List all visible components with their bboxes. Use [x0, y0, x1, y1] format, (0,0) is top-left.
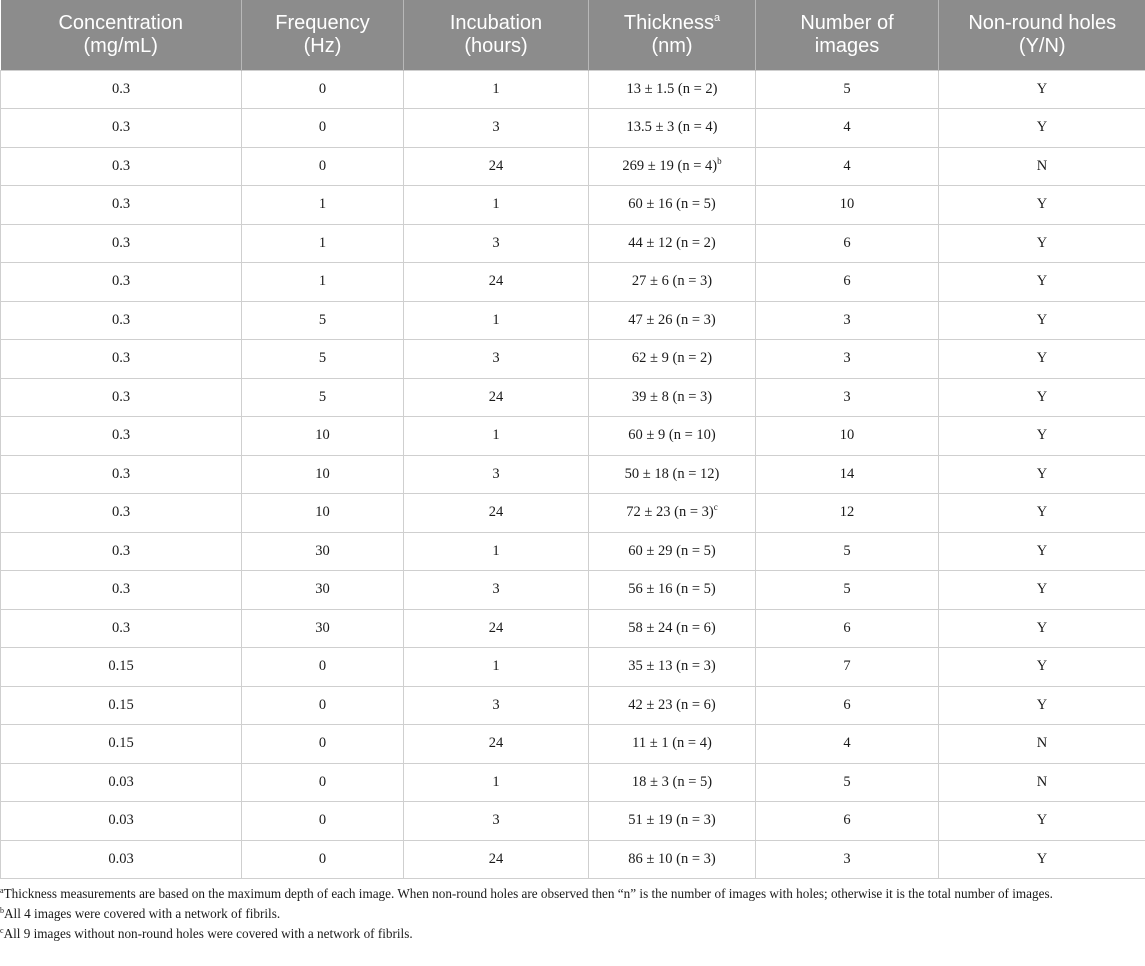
table-row: [1, 725, 1145, 764]
cell-thickness: 42 ± 23 (n = 6): [589, 686, 756, 725]
cell-non-round-holes: N: [939, 725, 1145, 764]
table-row: [1, 224, 1145, 263]
table-row: [1, 648, 1145, 687]
cell-non-round-holes: Y: [939, 378, 1145, 417]
cell-non-round-holes: Y: [939, 494, 1145, 533]
cell-non-round-holes: Y: [939, 417, 1145, 456]
footnote-b: $^b$All 4 images were covered with a network of fibrils.: [0, 906, 281, 921]
cell-concentration: 0.3: [1, 224, 242, 263]
cell-incubation: 1: [404, 532, 589, 571]
cell-thickness: 86 ± 10 (n = 3): [589, 840, 756, 879]
table-row: [1, 340, 1145, 379]
header-number-of-images: Number of images: [756, 0, 939, 70]
cell-concentration: 0.3: [1, 186, 242, 225]
header-row: [1, 0, 1145, 70]
cell-number-of-images: 10: [756, 186, 939, 225]
cell-frequency: 0: [242, 802, 404, 841]
cell-thickness: 13.5 ± 3 (n = 4): [589, 109, 756, 148]
footnote-a: $^a$Thickness measurements are based on the maximum depth of each image. When non-round holes are observed then “n” is the number of images with holes; otherwise it is the total number of images.: [0, 886, 1053, 901]
cell-incubation: 1: [404, 648, 589, 687]
cell-number-of-images: 4: [756, 725, 939, 764]
cell-frequency: 1: [242, 263, 404, 302]
cell-incubation: 3: [404, 802, 589, 841]
cell-number-of-images: 10: [756, 417, 939, 456]
cell-incubation: 24: [404, 725, 589, 764]
header-incubation: Incubation (hours): [404, 0, 589, 70]
cell-non-round-holes: Y: [939, 686, 1145, 725]
cell-frequency: 0: [242, 147, 404, 186]
table-row: [1, 840, 1145, 879]
header-frequency: Frequency (Hz): [242, 0, 404, 70]
cell-concentration: 0.03: [1, 763, 242, 802]
cell-frequency: 0: [242, 648, 404, 687]
cell-non-round-holes: Y: [939, 802, 1145, 841]
cell-incubation: 24: [404, 494, 589, 533]
cell-frequency: 0: [242, 109, 404, 148]
cell-thickness: 51 ± 19 (n = 3): [589, 802, 756, 841]
cell-non-round-holes: Y: [939, 109, 1145, 148]
cell-non-round-holes: Y: [939, 263, 1145, 302]
cell-non-round-holes: Y: [939, 70, 1145, 109]
cell-incubation: 1: [404, 417, 589, 456]
cell-number-of-images: 3: [756, 340, 939, 379]
cell-number-of-images: 6: [756, 802, 939, 841]
table-row: [1, 609, 1145, 648]
cell-number-of-images: 5: [756, 763, 939, 802]
cell-incubation: 1: [404, 186, 589, 225]
cell-concentration: 0.3: [1, 571, 242, 610]
table-row: [1, 186, 1145, 225]
cell-frequency: 30: [242, 571, 404, 610]
cell-number-of-images: 3: [756, 840, 939, 879]
cell-incubation: 3: [404, 109, 589, 148]
cell-non-round-holes: Y: [939, 455, 1145, 494]
cell-thickness: 44 ± 12 (n = 2): [589, 224, 756, 263]
cell-number-of-images: 3: [756, 378, 939, 417]
cell-concentration: 0.3: [1, 263, 242, 302]
cell-concentration: 0.3: [1, 609, 242, 648]
cell-thickness: 13 ± 1.5 (n = 2): [589, 70, 756, 109]
cell-incubation: 3: [404, 571, 589, 610]
cell-frequency: 5: [242, 378, 404, 417]
cell-non-round-holes: Y: [939, 301, 1145, 340]
cell-concentration: 0.03: [1, 840, 242, 879]
cell-non-round-holes: Y: [939, 340, 1145, 379]
cell-thickness: 11 ± 1 (n = 4): [589, 725, 756, 764]
cell-thickness: 72 ± 23 (n = 3)$^c$: [589, 494, 756, 533]
header-non-round-holes: Non-round holes (Y/N): [939, 0, 1145, 70]
table-row: [1, 763, 1145, 802]
cell-incubation: 1: [404, 763, 589, 802]
cell-number-of-images: 12: [756, 494, 939, 533]
cell-frequency: 10: [242, 417, 404, 456]
cell-concentration: 0.15: [1, 648, 242, 687]
cell-number-of-images: 6: [756, 224, 939, 263]
table-row: [1, 378, 1145, 417]
cell-incubation: 24: [404, 147, 589, 186]
footnotes: [0, 884, 1140, 944]
cell-concentration: 0.3: [1, 417, 242, 456]
cell-frequency: 0: [242, 763, 404, 802]
cell-concentration: 0.03: [1, 802, 242, 841]
cell-frequency: 1: [242, 186, 404, 225]
cell-thickness: 39 ± 8 (n = 3): [589, 378, 756, 417]
cell-non-round-holes: N: [939, 147, 1145, 186]
table-row: [1, 532, 1145, 571]
table-row: [1, 686, 1145, 725]
cell-frequency: 10: [242, 455, 404, 494]
cell-incubation: 24: [404, 378, 589, 417]
cell-non-round-holes: Y: [939, 609, 1145, 648]
cell-frequency: 10: [242, 494, 404, 533]
table-row: [1, 802, 1145, 841]
cell-thickness: 27 ± 6 (n = 3): [589, 263, 756, 302]
cell-non-round-holes: Y: [939, 571, 1145, 610]
cell-number-of-images: 14: [756, 455, 939, 494]
cell-concentration: 0.3: [1, 494, 242, 533]
cell-frequency: 5: [242, 301, 404, 340]
cell-thickness: 18 ± 3 (n = 5): [589, 763, 756, 802]
cell-thickness: 60 ± 29 (n = 5): [589, 532, 756, 571]
cell-concentration: 0.3: [1, 301, 242, 340]
cell-number-of-images: 5: [756, 571, 939, 610]
cell-non-round-holes: Y: [939, 186, 1145, 225]
footnote-mark: b: [717, 155, 722, 166]
cell-non-round-holes: Y: [939, 532, 1145, 571]
cell-thickness: 60 ± 9 (n = 10): [589, 417, 756, 456]
cell-thickness: 50 ± 18 (n = 12): [589, 455, 756, 494]
cell-concentration: 0.15: [1, 686, 242, 725]
header-concentration: Concentration (mg/mL): [1, 0, 242, 70]
cell-number-of-images: 6: [756, 686, 939, 725]
cell-incubation: 24: [404, 609, 589, 648]
cell-incubation: 24: [404, 840, 589, 879]
footnote-c: $^c$All 9 images without non-round holes were covered with a network of fibrils.: [0, 926, 413, 941]
cell-number-of-images: 4: [756, 147, 939, 186]
cell-frequency: 30: [242, 532, 404, 571]
cell-concentration: 0.3: [1, 147, 242, 186]
cell-thickness: 35 ± 13 (n = 3): [589, 648, 756, 687]
cell-number-of-images: 6: [756, 609, 939, 648]
cell-frequency: 1: [242, 224, 404, 263]
cell-thickness: 269 ± 19 (n = 4)$^b$: [589, 147, 756, 186]
cell-frequency: 0: [242, 725, 404, 764]
cell-thickness: 47 ± 26 (n = 3): [589, 301, 756, 340]
cell-incubation: 3: [404, 455, 589, 494]
cell-concentration: 0.3: [1, 109, 242, 148]
cell-non-round-holes: Y: [939, 648, 1145, 687]
cell-concentration: 0.3: [1, 378, 242, 417]
table-row: [1, 571, 1145, 610]
table-row: [1, 70, 1145, 109]
cell-thickness: 62 ± 9 (n = 2): [589, 340, 756, 379]
table-row: [1, 494, 1145, 533]
cell-non-round-holes: Y: [939, 224, 1145, 263]
cell-non-round-holes: Y: [939, 840, 1145, 879]
footnote-mark: c: [713, 502, 718, 513]
cell-thickness: 60 ± 16 (n = 5): [589, 186, 756, 225]
cell-number-of-images: 6: [756, 263, 939, 302]
cell-concentration: 0.3: [1, 455, 242, 494]
cell-incubation: 1: [404, 301, 589, 340]
cell-concentration: 0.15: [1, 725, 242, 764]
cell-concentration: 0.3: [1, 70, 242, 109]
cell-concentration: 0.3: [1, 532, 242, 571]
table-row: [1, 147, 1145, 186]
cell-frequency: 30: [242, 609, 404, 648]
cell-frequency: 0: [242, 70, 404, 109]
cell-frequency: 5: [242, 340, 404, 379]
cell-thickness: 58 ± 24 (n = 6): [589, 609, 756, 648]
table-row: [1, 301, 1145, 340]
cell-concentration: 0.3: [1, 340, 242, 379]
cell-incubation: 3: [404, 686, 589, 725]
cell-number-of-images: 5: [756, 532, 939, 571]
header-thickness: Thickness$^a$ (nm): [589, 0, 756, 70]
cell-incubation: 24: [404, 263, 589, 302]
cell-number-of-images: 5: [756, 70, 939, 109]
cell-incubation: 3: [404, 224, 589, 263]
table-body: [1, 70, 1145, 879]
cell-frequency: 0: [242, 686, 404, 725]
table-row: [1, 109, 1145, 148]
cell-non-round-holes: N: [939, 763, 1145, 802]
cell-frequency: 0: [242, 840, 404, 879]
cell-incubation: 1: [404, 70, 589, 109]
table-row: [1, 417, 1145, 456]
table-row: [1, 263, 1145, 302]
cell-number-of-images: 7: [756, 648, 939, 687]
cell-number-of-images: 3: [756, 301, 939, 340]
cell-incubation: 3: [404, 340, 589, 379]
table-row: [1, 455, 1145, 494]
cell-thickness: 56 ± 16 (n = 5): [589, 571, 756, 610]
cell-number-of-images: 4: [756, 109, 939, 148]
